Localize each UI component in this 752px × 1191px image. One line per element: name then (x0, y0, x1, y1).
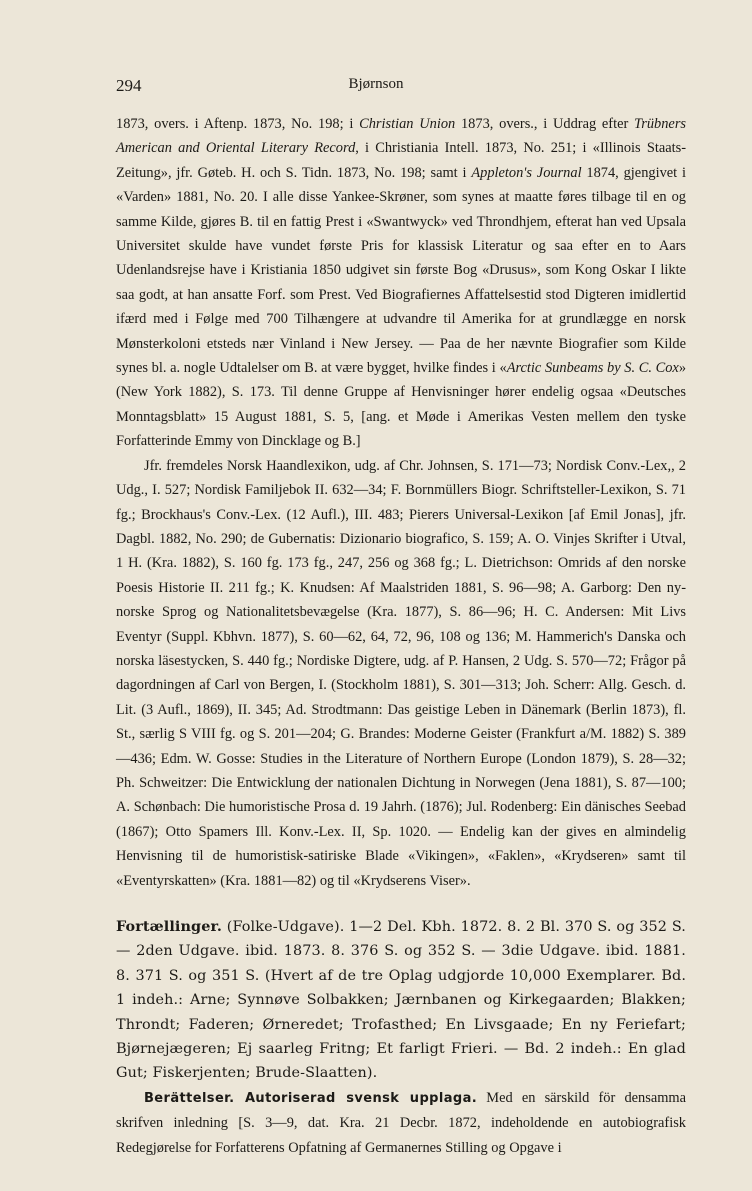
text-run: » (New York 1882), S. 173. Til denne Gruppe af Henvisninger hører endelig ogsaa «Deutsches Monntagsblatt» 15 August 1881, S. 5, [ang. et Møde i Amerikas Vesten mellem den tyske Forfatterinde Emmy von Dincklage og B.] (116, 360, 687, 450)
entry-title: Fortællinger. (116, 918, 222, 935)
entry-fortaellinger (116, 915, 686, 1086)
paragraph-references: Jfr. fremdeles Norsk Haandlexikon, udg. af Chr. Johnsen, S. 171—73; Nordisk Conv.-Lex,, 2 Udg., I. 527; Nordisk Familjebok II. 632—34; F. Bornmüllers Biogr. Schriftsteller-Lexikon, S. 71 fg.; Brockhaus's Conv.-Lex. (12 Aufl.), III. 483; Pierers Universal-Lexikon [af Emil Jonas], jfr. Dagbl. 1882, No. 290; de Gubernatis: Dizionario biografico, S. 159; A. O. Vinjes Skrifter i Utval, 1 H. (Kra. 1882), S. 160 fg. 173 fg., 247, 256 og 368 fg.; L. Dietrichson: Omrids af den norske Poesis Historie II. 211 fg.; K. Knudsen: Af Maalstriden 1881, S. 96—98; A. Garborg: Den ny-norske Sprog og Nationalitetsbevægelse (Kra. 1877), S. 86—96; H. C. Andersen: Mit Livs Eventyr (Suppl. Kbhvn. 1877), S. 60—62, 64, 72, 96, 108 og 136; M. Hammerich's Danska och norska läsestycken, S. 440 fg.; Nordiske Digtere, udg. af P. Hansen, 2 Udg. S. 570—72; Frågor på dagordningen af Carl von Bergen, I. (Stockholm 1881), S. 301—313; Joh. Scherr: Allg. Gesch. d. Lit. (3 Aufl., 1869), II. 345; Ad. Strodtmann: Das geistige Leben in Dänemark (Berlin 1873), fl. St., særlig S VIII fg. og S. 201—204; G. Brandes: Moderne Geister (Frankfurt a/M. 1882) S. 389—436; Edm. W. Gosse: Studies in the Literature of Northern Europe (London 1879), S. 28—32; Ph. Schweitzer: Die Entwicklung der nationalen Dichtung in Norwegen (Jena 1881), S. 87—100; A. Schønbach: Die humoristische Prosa d. 19 Jahrh. (1876); Jul. Rodenberg: Ein dänisches Seebad (1867); Otto Spamers Ill. Konv.-Lex. II, Sp. 1020. — Endelig kan der gives en almindelig Henvisning til de humoristisk-satiriske Blade «Vikingen», «Faklen», «Krydseren» samt til «Eventyrskatten» (Kra. 1881—82) og til «Krydserens Viser». (116, 457, 686, 889)
text-run: 1873, overs., i Uddrag efter (455, 116, 635, 132)
page-number: 294 (116, 76, 142, 95)
entry-text: Med en särskild för densamma skrifven inledning [S. 3—9, dat. Kra. 21 Decbr. 1872, indeholdende en autobiografisk Redegjørelse for Forfatterens Opfatning af Germanernes Stilling og Opgave i (116, 1089, 686, 1156)
entry-berattelser (116, 1086, 686, 1160)
italic-title: Christian Union (359, 116, 456, 132)
entry-text: (Folke-Udgave). 1—2 Del. Kbh. 1872. 8. 2 Bl. 370 S. og 352 S. — 2den Udgave. ibid. 1873. 8. 376 S. og 352 S. — 3die Udgave. ibid. 1881. 8. 371 S. og 351 S. (Hvert af de tre Oplag udgjorde 10,000 Exemplarer. Bd. 1 indeh.: Arne; Synnøve Solbakken; Jærnbanen og Kirkegaarden; Blakken; Throndt; Faderen; Ørneredet; Trofasthed; En Livsgaade; En ny Feriefart; Bjørnejægeren; Ej saarleg Fritng; Et farligt Frieri. — Bd. 2 indeh.: En glad Gut; Fiskerjenten; Brude-Slaatten). (116, 919, 686, 1082)
paragraph-american-sources (116, 112, 686, 454)
text-run: 1873, overs. i Aftenp. 1873, No. 198; i (116, 116, 360, 132)
running-title: Bjørnson (348, 76, 404, 92)
italic-title: Arctic Sunbeams by S. C. Cox (506, 360, 679, 377)
page-header (0, 76, 752, 100)
entry-title: Berättelser. Autoriserad svensk upplaga. (144, 1090, 478, 1106)
italic-title: Appleton's Journal (471, 164, 582, 181)
italic-title: Trübners American and Oriental Literary Record (116, 116, 687, 157)
page-body (116, 112, 686, 1160)
text-run: 1874, gjengivet i «Varden» 1881, No. 20. I alle disse Yankee-Skrøner, som synes at maatte føres tilbage til en og samme Kilde, gjøres B. til en fattig Prest i «Swantwyck» ved Throndhjem, efterat han ved Upsala Universitet skulde have vundet første Pris for klassisk Literatur og saa efter en to Aars Udenlandsrejse have i Kristiania 1850 udgivet sin første Bog «Drusus», som Kong Oskar I likte saa godt, at han ansatte Forf. som Prest. Ved Biografiernes Affattelsestid stod Digteren imidlertid ifærd med i Følge med 700 Tilhængere at udvandre til Amerika for at grundlægge en norsk Mønsterkoloni etsteds nær Vinland i New Jersey. — Paa de her nævnte Biografier som Kilde synes bl. a. nogle Udtalelser om B. at være bygget, hvilke findes i « (116, 164, 686, 377)
text-run: , i Christiania Intell. 1873, No. 251; i «Illinois Staats-Zeitung», jfr. Gøteb. H. och S. Tidn. 1873, No. 198; samt i (116, 140, 686, 181)
